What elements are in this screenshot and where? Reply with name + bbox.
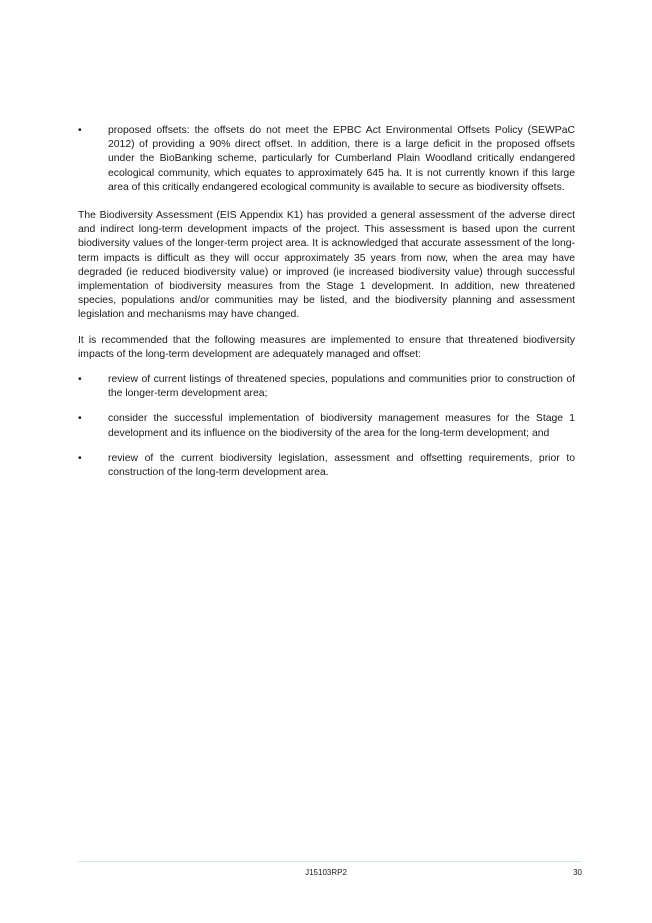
bullet-marker: • — [78, 452, 82, 464]
paragraph-biodiversity-assessment: The Biodiversity Assessment (EIS Appendix K1) has provided a general assessment of the adverse direct and indirect long-term development impacts of the project. This assessment is based upon the current biodiversity values of the longer-term project area. It is acknowledged that accurate assessment of the long-term impacts is difficult as they will occur approximately 35 years from now, when the area may have degraded (ie reduced biodiversity value) or improved (ie increased biodiversity value) through successful implementation of biodiversity measures from the Stage 1 development. In addition, new threatened species, populations and/or communities may be listed, and the biodiversity planning and assessment legislation and mechanisms may have changed. — [78, 210, 575, 321]
bullet-item-proposed-offsets — [78, 124, 575, 195]
footer-page-number: 30 — [573, 868, 582, 877]
measure-text: review of current listings of threatened species, populations and communities prior to construction of the longer-term development area; — [108, 374, 575, 400]
bullet-marker: • — [78, 374, 82, 386]
measure-item — [78, 412, 575, 440]
measure-text: review of the current biodiversity legislation, assessment and offsetting requirements, prior to construction of the long-term development area. — [108, 452, 575, 479]
bullet-marker: • — [78, 125, 82, 136]
measure-item — [78, 373, 575, 401]
bullet-marker: • — [78, 413, 82, 425]
footer-document-code: J15103RP2 — [305, 868, 347, 877]
paragraph-recommendation-intro: It is recommended that the following measures are implemented to ensure that threatened biodiversity impacts of the long-term development are adequately managed and offset: — [78, 334, 575, 360]
footer-divider — [78, 861, 582, 862]
measure-item — [78, 452, 575, 480]
page-body — [78, 124, 575, 491]
bullet-text: proposed offsets: the offsets do not meet the EPBC Act Environmental Offsets Policy (SEWPaC 2012) of providing a 90% direct offset. In addition, there is a large deficit in the proposed offsets under the BioBanking scheme, particularly for Cumberland Plain Woodland critically endangered ecological community, which equates to approximately 645 ha. It is not currently known if this large area of this critically endangered ecological community is available to secure as biodiversity offsets. — [108, 125, 575, 193]
measure-text: consider the successful implementation of biodiversity management measures for the Stage 1 development and its influence on the biodiversity of the area for the long-term development; and — [108, 413, 575, 439]
